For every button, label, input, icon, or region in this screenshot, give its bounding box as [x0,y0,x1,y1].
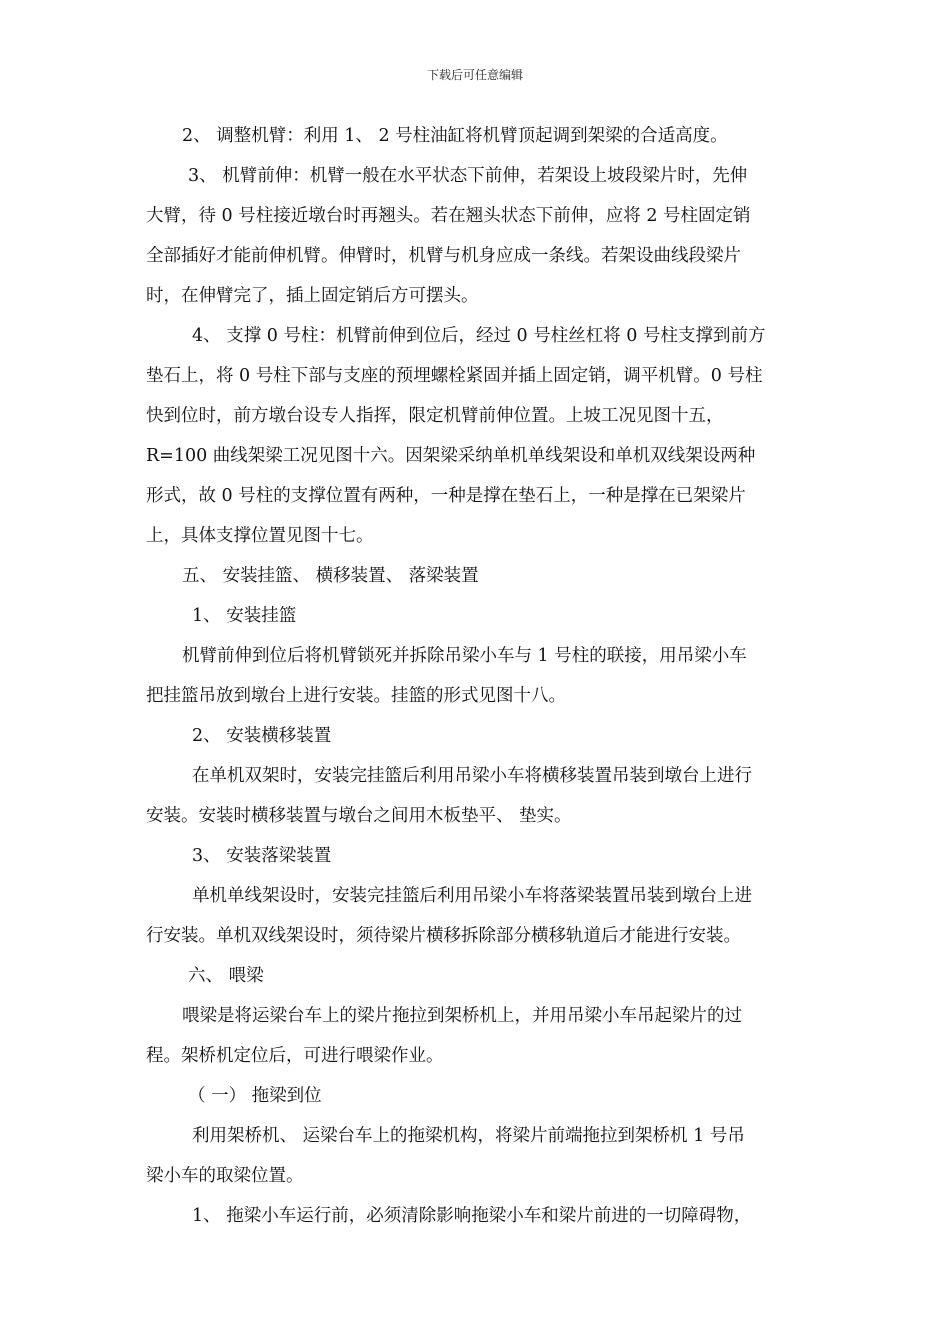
text-line: 垫石上，将 0 号柱下部与支座的预埋螺栓紧固并插上固定销，调平机臂。0 号柱 [146,366,763,386]
text-line: （ 一） 拖梁到位 [188,1086,322,1106]
text-line: 利用架桥机、 运梁台车上的拖梁机构，将梁片前端拖拉到架桥机 1 号吊 [192,1126,745,1146]
text-line: 大臂，待 0 号柱接近墩台时再翘头。若在翘头状态下前伸，应将 2 号柱固定销 [146,206,751,226]
text-line: 在单机双架时，安装完挂篮后利用吊梁小车将横移装置吊装到墩台上进行 [192,766,752,786]
text-line: 把挂篮吊放到墩台上进行安装。挂篮的形式见图十八。 [146,686,566,706]
text-line: 1、 拖梁小车运行前，必须清除影响拖梁小车和梁片前进的一切障碍物， [192,1206,752,1226]
text-line: 全部插好才能前伸机臂。伸臂时，机臂与机身应成一条线。若架设曲线段梁片 [146,246,741,266]
text-line: 1、 安装挂篮 [192,606,297,626]
document-body [146,122,806,1242]
text-line: 梁小车的取梁位置。 [146,1166,304,1186]
text-line: R=100 曲线架梁工况见图十六。因架梁采纳单机单线架设和单机双线架设两种 [146,446,756,466]
text-line: 时，在伸臂完了，插上固定销后方可摆头。 [146,286,479,306]
text-line: 上，具体支撑位置见图十七。 [146,526,374,546]
text-line: 2、 安装横移装置 [192,726,332,746]
text-line: 快到位时，前方墩台设专人指挥，限定机臂前伸位置。上坡工况见图十五， [146,406,724,426]
text-line: 机臂前伸到位后将机臂锁死并拆除吊梁小车与 1 号柱的联接，用吊梁小车 [182,646,747,666]
text-line: 六、 喂梁 [188,966,264,986]
text-line: 4、 支撑 0 号柱：机臂前伸到位后，经过 0 号柱丝杠将 0 号柱支撑到前方 [192,326,766,346]
text-line: 行安装。单机双线架设时，须待梁片横移拆除部分横移轨道后才能进行安装。 [146,926,741,946]
text-line: 安装。安装时横移装置与墩台之间用木板垫平、 垫实。 [146,806,572,826]
text-line: 喂梁是将运梁台车上的梁片拖拉到架桥机上，并用吊梁小车吊起梁片的过 [182,1006,742,1026]
page-header: 下载后可任意编辑 [426,68,523,82]
text-line: 程。架桥机定位后，可进行喂梁作业。 [146,1046,444,1066]
text-line: 五、 安装挂篮、 横移装置、 落梁装置 [182,566,479,586]
text-line: 2、 调整机臂：利用 1、 2 号柱油缸将机臂顶起调到架梁的合适高度。 [182,126,728,146]
text-line: 3、 安装落梁装置 [192,846,332,866]
text-line: 单机单线架设时，安装完挂篮后利用吊梁小车将落梁装置吊装到墩台上进 [192,886,752,906]
text-line: 形式，故 0 号柱的支撑位置有两种，一种是撑在垫石上，一种是撑在已架梁片 [146,486,746,506]
text-line: 3、 机臂前伸：机臂一般在水平状态下前伸，若架设上坡段梁片时，先伸 [188,166,748,186]
